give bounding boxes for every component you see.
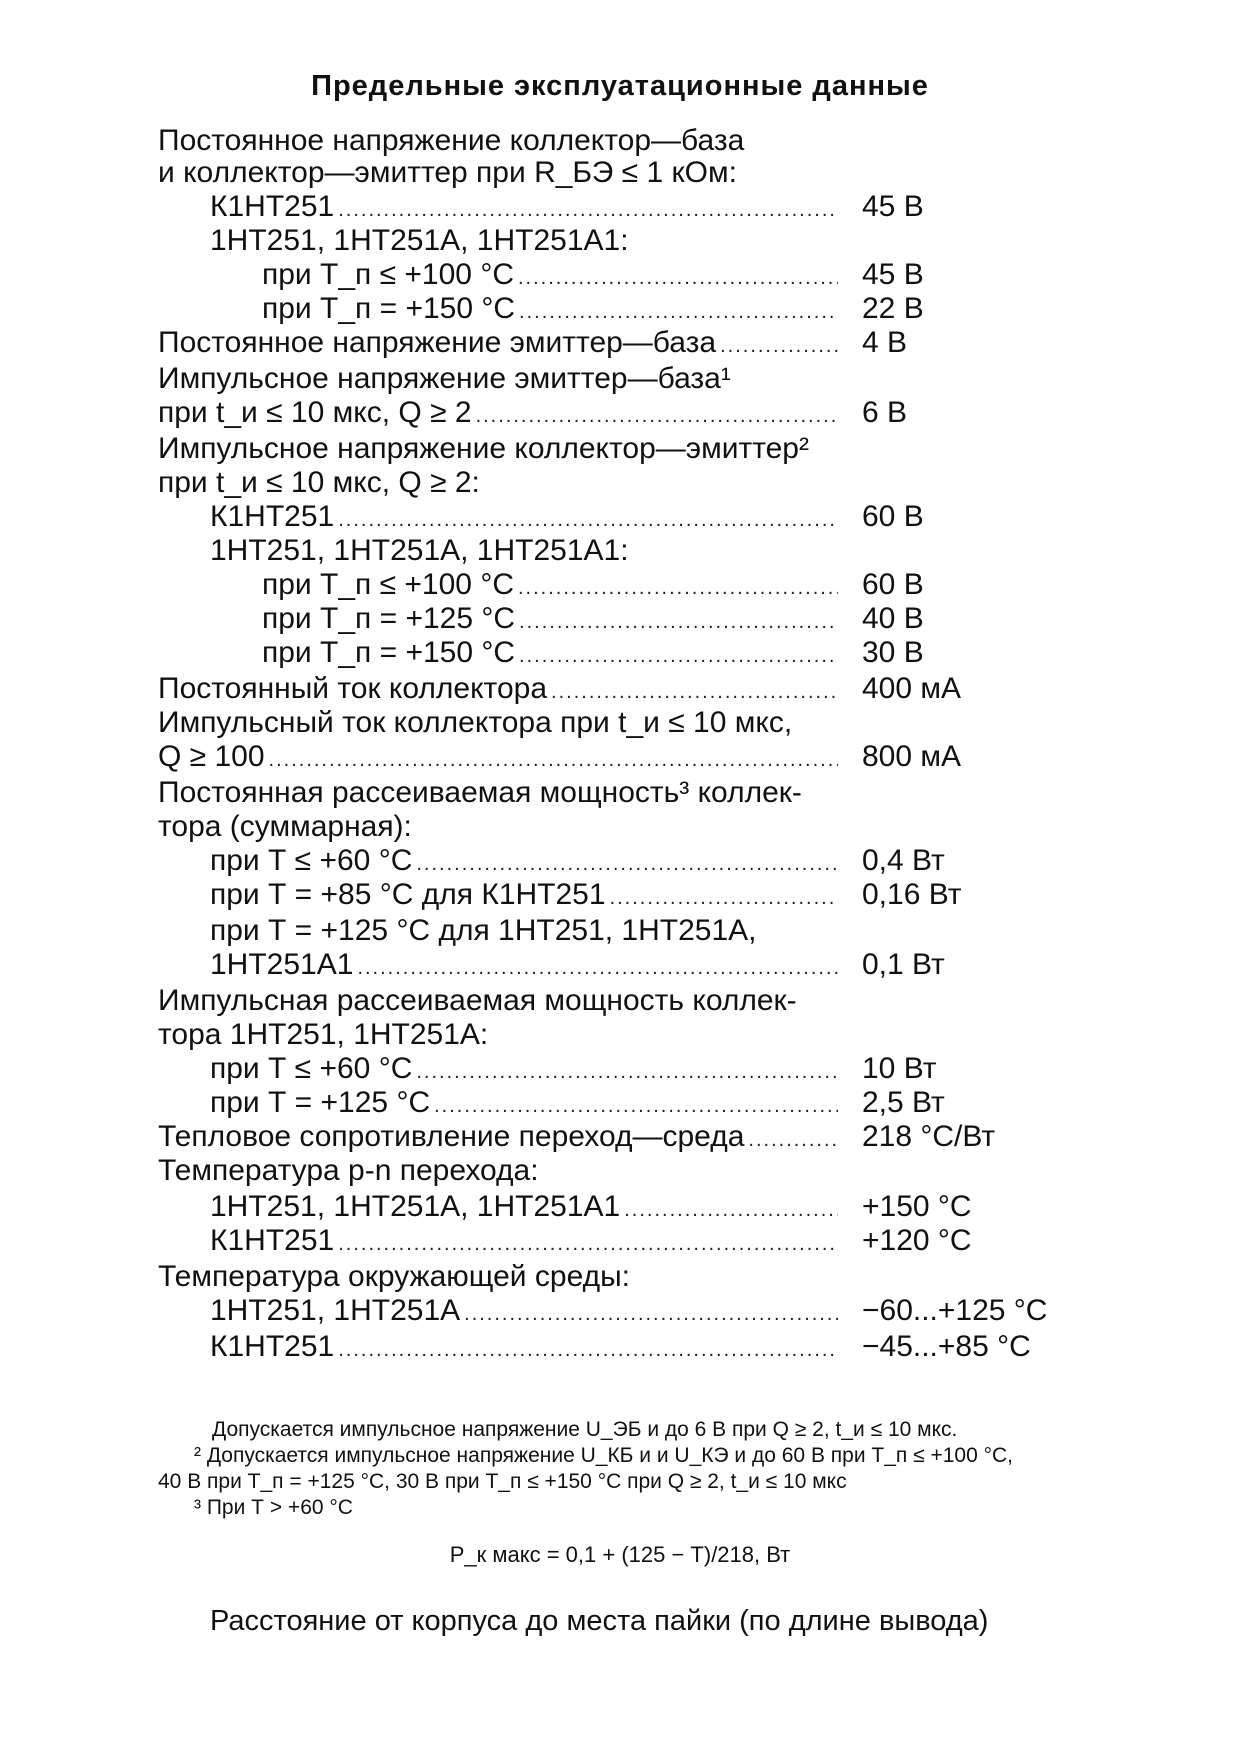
spec-row-21 <box>158 810 412 844</box>
dot-leader <box>748 1123 838 1157</box>
spec-row-17 <box>158 672 842 706</box>
footnote-2-continued: 40 В при Т_п = +125 °С, 30 В при Т_п ≤ +150 °С при Q ≥ 2, t_и ≤ 10 мкс <box>158 1470 847 1493</box>
spec-value: −45...+85 °С <box>862 1330 1031 1363</box>
spec-label: Постоянная рассеиваемая мощность³ коллек- <box>158 776 802 809</box>
spec-label: 1НТ251, 1НТ251А <box>210 1294 461 1327</box>
dot-leader <box>269 743 838 777</box>
spec-value: 4 В <box>862 326 908 359</box>
spec-label: при t_и ≤ 10 мкс, Q ≥ 2: <box>158 466 480 499</box>
spec-value: 0,4 Вт <box>862 844 945 877</box>
spec-label: Тепловое сопротивление переход—среда <box>158 1120 745 1153</box>
spec-row-15 <box>262 602 842 636</box>
spec-value: 10 Вт <box>862 1052 937 1085</box>
spec-label: при t_и ≤ 10 мкс, Q ≥ 2 <box>158 396 472 429</box>
spec-label: и коллектор—эмиттер при R_БЭ ≤ 1 кОм: <box>158 156 737 189</box>
spec-row-20 <box>158 776 802 810</box>
spec-value: 60 В <box>862 568 924 601</box>
spec-row-8 <box>158 362 731 396</box>
dot-leader <box>476 399 838 433</box>
dot-leader <box>519 639 838 673</box>
spec-label: при Т ≤ +60 °С <box>210 844 413 877</box>
spec-row-16 <box>262 636 842 670</box>
spec-label: Температура p-n перехода: <box>158 1154 539 1187</box>
spec-value: 800 мА <box>862 740 962 773</box>
dot-leader <box>338 193 838 227</box>
spec-row-34 <box>158 1260 630 1294</box>
spec-row-35 <box>210 1294 842 1328</box>
spec-row-30 <box>158 1120 842 1154</box>
spec-row-14 <box>262 568 842 602</box>
dot-leader <box>338 1227 838 1261</box>
spec-label: Температура окружающей среды: <box>158 1260 631 1293</box>
spec-row-19 <box>158 740 842 774</box>
spec-row-12 <box>210 500 842 534</box>
spec-label: при Т_п ≤ +100 °С <box>262 258 514 291</box>
spec-label: Импульсное напряжение коллектор—эмиттер² <box>158 432 809 465</box>
dot-leader <box>464 1297 838 1331</box>
spec-row-26 <box>158 984 797 1018</box>
dot-leader <box>338 1333 838 1367</box>
bottom-line: Расстояние от корпуса до места пайки (по длине вывода) <box>210 1605 989 1637</box>
spec-value: +120 °С <box>862 1224 972 1257</box>
spec-row-27 <box>158 1018 488 1052</box>
spec-value: 6 В <box>862 396 908 429</box>
spec-label: при Т = +85 °С для К1НТ251 <box>210 878 606 911</box>
dot-leader <box>434 1089 838 1123</box>
spec-value: 30 В <box>862 636 924 669</box>
spec-label: К1НТ251 <box>210 500 335 533</box>
spec-value: 40 В <box>862 602 924 635</box>
power-formula: P_к макс = 0,1 + (125 − Т)/218, Вт <box>449 1542 791 1567</box>
spec-row-32 <box>210 1190 842 1224</box>
dot-leader <box>551 675 838 709</box>
spec-row-24 <box>210 914 757 948</box>
footnote-1: Допускается импульсное напряжение U_ЭБ и до 6 В при Q ≥ 2, t_и ≤ 10 мкс. <box>212 1418 958 1441</box>
spec-value: 2,5 Вт <box>862 1086 945 1119</box>
spec-row-3 <box>210 190 842 224</box>
spec-row-29 <box>210 1086 842 1120</box>
dot-leader <box>338 503 838 537</box>
spec-label: при Т = +125 °С <box>210 1086 431 1119</box>
spec-label: Постоянное напряжение эмиттер—база <box>158 326 717 359</box>
spec-row-18 <box>158 706 792 740</box>
spec-label: К1НТ251 <box>210 190 335 223</box>
spec-label: К1НТ251 <box>210 1330 335 1363</box>
spec-label: при Т_п = +150 °С <box>262 292 516 325</box>
spec-label: К1НТ251 <box>210 1224 335 1257</box>
footnote-3: ³ При Т > +60 °С <box>194 1496 353 1519</box>
spec-row-31 <box>158 1154 539 1188</box>
spec-row-36 <box>210 1330 842 1364</box>
dot-leader <box>518 571 838 605</box>
spec-label: 1НТ251, 1НТ251А, 1НТ251А1: <box>210 534 629 567</box>
spec-row-25 <box>210 948 842 982</box>
spec-value: 45 В <box>862 190 924 223</box>
spec-row-2 <box>158 156 737 190</box>
spec-value: +150 °С <box>862 1190 972 1223</box>
spec-label: тора 1НТ251, 1НТ251А: <box>158 1018 489 1051</box>
spec-value: 0,1 Вт <box>862 948 945 981</box>
spec-label: Постоянное напряжение коллектор—база <box>158 124 745 157</box>
spec-value: 60 В <box>862 500 924 533</box>
dot-leader <box>357 951 838 985</box>
spec-row-9 <box>158 396 842 430</box>
spec-label: при Т_п = +125 °С <box>262 602 516 635</box>
spec-row-23 <box>210 878 842 912</box>
spec-label: 1НТ251А1 <box>210 948 354 981</box>
spec-label: при Т_п = +150 °С <box>262 636 516 669</box>
spec-row-11 <box>158 466 480 500</box>
spec-label: 1НТ251, 1НТ251А, 1НТ251А1 <box>210 1190 621 1223</box>
spec-row-6 <box>262 292 842 326</box>
spec-label: Импульсное напряжение эмиттер—база¹ <box>158 362 731 395</box>
dot-leader <box>416 847 838 881</box>
spec-row-5 <box>262 258 842 292</box>
footnote-2: ² Допускается импульсное напряжение U_КБ и и U_КЭ и до 60 В при Т_п ≤ +100 °С, <box>194 1444 1014 1467</box>
dot-leader <box>518 261 838 295</box>
spec-label: тора (суммарная): <box>158 810 412 843</box>
dot-leader <box>416 1055 838 1089</box>
spec-row-1 <box>158 124 744 158</box>
spec-label: Постоянный ток коллектора <box>158 672 548 705</box>
spec-label: при Т_п ≤ +100 °С <box>262 568 514 601</box>
spec-value: 0,16 Вт <box>862 878 962 911</box>
spec-row-10 <box>158 432 809 466</box>
dot-leader <box>519 295 838 329</box>
spec-value: 218 °С/Вт <box>862 1120 996 1153</box>
spec-label: Q ≥ 100 <box>158 740 265 773</box>
dot-leader <box>624 1193 838 1227</box>
spec-label: Импульсный ток коллектора при t_и ≤ 10 мкс, <box>158 706 793 739</box>
spec-row-13 <box>210 534 629 568</box>
spec-value: 400 мА <box>862 672 962 705</box>
spec-row-33 <box>210 1224 842 1258</box>
dot-leader <box>610 881 838 915</box>
spec-row-4 <box>210 224 629 258</box>
spec-label: при Т = +125 °С для 1НТ251, 1НТ251А, <box>210 914 757 947</box>
spec-row-28 <box>210 1052 842 1086</box>
dot-leader <box>720 329 838 363</box>
spec-value: 45 В <box>862 258 924 291</box>
spec-label: при Т ≤ +60 °С <box>210 1052 413 1085</box>
spec-label: Импульсная рассеиваемая мощность коллек- <box>158 984 797 1017</box>
spec-row-7 <box>158 326 842 360</box>
spec-value: 22 В <box>862 292 924 325</box>
spec-label: 1НТ251, 1НТ251А, 1НТ251А1: <box>210 224 629 257</box>
dot-leader <box>519 605 838 639</box>
page-heading: Предельные эксплуатационные данные <box>311 70 929 102</box>
spec-row-22 <box>210 844 842 878</box>
spec-value: −60...+125 °С <box>862 1294 1048 1327</box>
